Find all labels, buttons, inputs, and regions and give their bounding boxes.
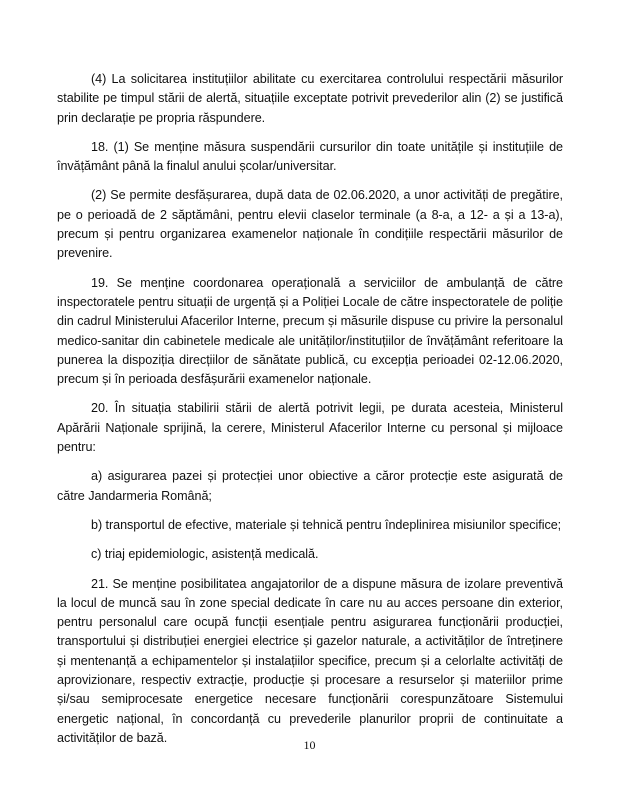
paragraph-text: a) asigurarea pazei și protecției unor obiective a căror protecție este asigurată de către Jandarmeria Română; — [57, 469, 563, 503]
paragraph-17-4 — [57, 70, 563, 128]
page-number: 10 — [303, 738, 316, 752]
paragraph-20-b — [57, 516, 563, 535]
paragraph-text: În situația stabilirii stării de alertă potrivit legii, pe durata acesteia, Ministerul Apărării Naționale sprijină, la cerere, Ministerul Afacerilor Interne cu personal și mijloace pentru: — [57, 401, 563, 455]
paragraph-text: b) transportul de efective, materiale și tehnică pentru îndeplinirea misiunilor specifice; — [91, 517, 562, 532]
paragraph-number: 21. — [91, 576, 109, 591]
paragraph-text: (4) La solicitarea instituțiilor abilitate cu exercitarea controlului respectării măsurilor stabilite pe timpul stării de alertă, situațiile exceptate potrivit prevederilor alin (2) se justifică prin declarație pe propria răspundere. — [57, 72, 563, 125]
paragraph-21 — [57, 575, 563, 749]
paragraph-20-a — [57, 467, 563, 506]
paragraph-20 — [57, 399, 563, 457]
paragraph-text: (2) Se permite desfășurarea, după data de 02.06.2020, a unor activități de pregătire, pe o perioadă de 2 săptămâni, pentru elevii claselor terminale (a 8-a, a 12- a și a 13-a), precum și pentru organizarea examenelor naționale în condițiile respectării măsurilor de prevenire. — [57, 188, 563, 261]
paragraph-text: Se menține măsura suspendării cursurilor din toate unitățile și instituțiile de învățământ până la finalul anului școlar/universitar. — [57, 139, 563, 174]
paragraph-text: Se menține posibilitatea angajatorilor de a dispune măsura de izolare preventivă la locul de muncă sau în zone special dedicate în care nu au acces persoane din exterior, pentru personalul care ocupă funcții esențiale pentru asigurarea funcționării producției, transportului și distribuției energiei electrice și gazelor naturale, a activităților de întreținere și mentenanță a echipamentelor și instalațiilor specifice, precum și a celorlalte activități de aprovizionare, respectiv extracție, producție și procesare a resurselor și materiilor prime și/sau semiprocesate energetice necesare funcționării corespunzătoare Sistemului energetic național, în concordanță cu prevederile planurilor proprii de continuitate a activităților de bază. — [57, 576, 563, 745]
paragraph-text: c) triaj epidemiologic, asistență medicală. — [91, 547, 319, 562]
paragraph-number: 20. — [91, 401, 109, 416]
paragraph-19 — [57, 274, 563, 390]
document-body — [57, 70, 563, 758]
paragraph-18-2 — [57, 186, 563, 263]
paragraph-number: 19. — [91, 275, 109, 290]
paragraph-text: Se menține coordonarea operațională a serviciilor de ambulanță de către inspectoratele pentru situații de urgență și a Poliției Locale de către inspectoratele de poliție din cadrul Ministerului Afacerilor Interne, precum și măsurile dispuse cu privire la personalul medico-sanitar din cabinetele medicale ale unităților/instituțiilor de învățământ referitoare la punerea la dispoziția direcțiilor de sănătate publică, cu excepția perioadei 02-12.06.2020, precum și în perioada desfășurării examenelor naționale. — [57, 275, 563, 387]
paragraph-number: 18. (1) — [91, 139, 129, 154]
paragraph-18-1 — [57, 138, 563, 177]
paragraph-20-c — [57, 545, 563, 564]
